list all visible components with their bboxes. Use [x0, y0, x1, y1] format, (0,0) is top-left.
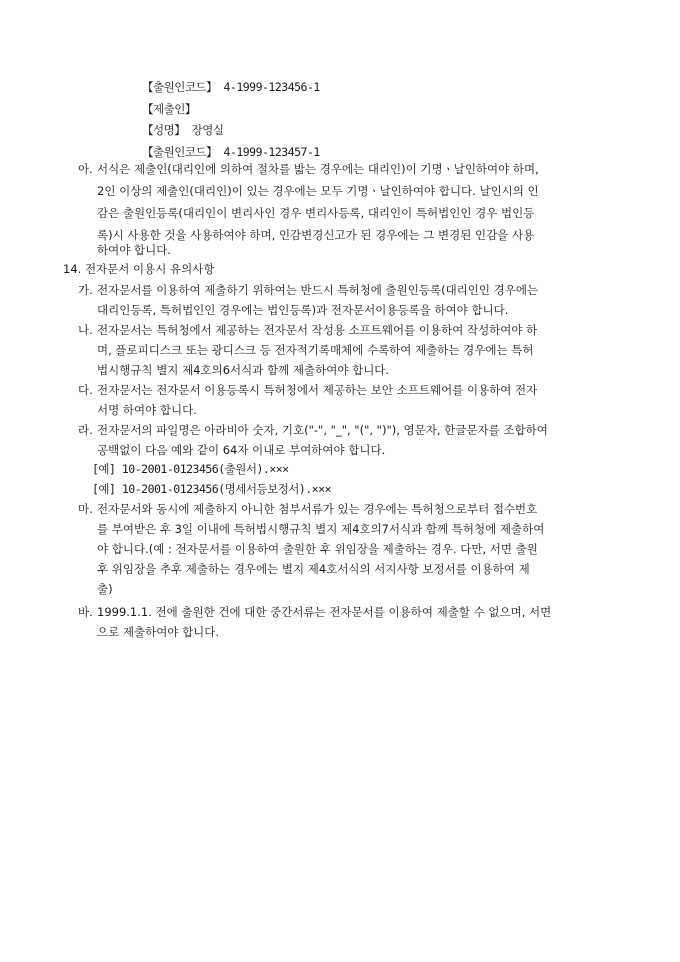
submitter-label: 【제출인】 — [142, 102, 196, 116]
item-line: 전자문서는 특허청에서 제공하는 전자문서 작성용 소프트웨어를 이용하여 작성하여야 하 — [97, 323, 538, 337]
applicant-code-2: 【출원인코드】 4-1999-123457-1 — [142, 145, 320, 159]
item-a-line: 감은 출원인등록(대리인이 변리사인 경우 변리사등록, 대리인이 특허법인인 경우 법인등 — [97, 206, 535, 220]
item-line: 전자문서는 전자문서 이용등록시 특허청에서 제공하는 보안 소프트웨어를 이용하여 전자 — [97, 383, 538, 397]
example-line: [예] 10-2001-0123456(출원서).××× — [92, 462, 289, 476]
applicant-code-1: 【출원인코드】 4-1999-123456-1 — [142, 80, 320, 94]
example-line: [예] 10-2001-0123456(명세서등보정서).××× — [92, 482, 332, 496]
item-marker: 나. — [78, 323, 93, 337]
item-a-line: 하여야 합니다. — [97, 243, 171, 257]
item-line: 서명 하여야 합니다. — [97, 403, 197, 417]
item-line: 후 위임장을 추후 제출하는 경우에는 별지 제4호서식의 서지사항 보정서를 이용하여 제 — [97, 562, 530, 576]
item-a-line: 2인 이상의 제출인(대리인)이 있는 경우에는 모두 기명ㆍ날인하여야 합니다. 날인시의 인 — [97, 184, 539, 198]
item-line: 며, 플로피디스크 또는 광디스크 등 전자적기록매체에 수록하여 제출하는 경우에는 특허 — [97, 343, 534, 357]
item-line: 대리인등록, 특허법인인 경우에는 법인등록)과 전자문서이용등록을 하여야 합니다. — [97, 303, 509, 317]
section-heading: 14. 전자문서 이용시 유의사항 — [63, 262, 215, 276]
item-line: 전자문서의 파일명은 아라비아 숫자, 기호("-", "_", "(", ")"), 영문자, 한글문자를 조합하여 — [97, 423, 548, 437]
item-line: 1999.1.1. 전에 출원한 건에 대한 중간서류는 전자문서를 이용하여 제출할 수 없으며, 서면 — [97, 605, 552, 619]
item-line: 공백없이 다음 예와 같이 64자 이내로 부여하여야 합니다. — [97, 443, 386, 457]
name-field: 【성명】 장영실 — [142, 123, 224, 137]
item-a-marker: 아. — [78, 162, 93, 176]
item-marker: 라. — [78, 423, 93, 437]
item-line: 출) — [97, 582, 113, 596]
item-a-line: 서식은 제출인(대리인에 의하여 절차를 밟는 경우에는 대리인)이 기명ㆍ날인하여야 하며, — [97, 162, 539, 176]
item-line: 를 부여받은 후 3일 이내에 특허법시행규칙 별지 제4호의7서식과 함께 특허청에 제출하여 — [97, 522, 545, 536]
item-line: 으로 제출하여야 합니다. — [97, 625, 220, 639]
item-line: 전자문서를 이용하여 제출하기 위하여는 반드시 특허청에 출원인등록(대리인인 경우에는 — [97, 283, 539, 297]
item-marker: 바. — [78, 605, 93, 619]
item-line: 전자문서와 동시에 제출하지 아니한 첨부서류가 있는 경우에는 특허청으로부터 접수번호 — [97, 502, 538, 516]
item-a-line: 록)시 사용한 것을 사용하여야 하며, 인감변경신고가 된 경우에는 그 변경된 인감을 사용 — [97, 228, 535, 242]
item-line: 법시행규칙 별지 제4호의6서식과 함께 제출하여야 합니다. — [97, 363, 390, 377]
item-line: 야 합니다.(예 : 전자문서를 이용하여 출원한 후 위임장을 제출하는 경우. 다만, 서면 출원 — [97, 542, 538, 556]
item-marker: 다. — [78, 383, 93, 397]
item-marker: 가. — [78, 283, 93, 297]
item-marker: 마. — [78, 502, 93, 516]
